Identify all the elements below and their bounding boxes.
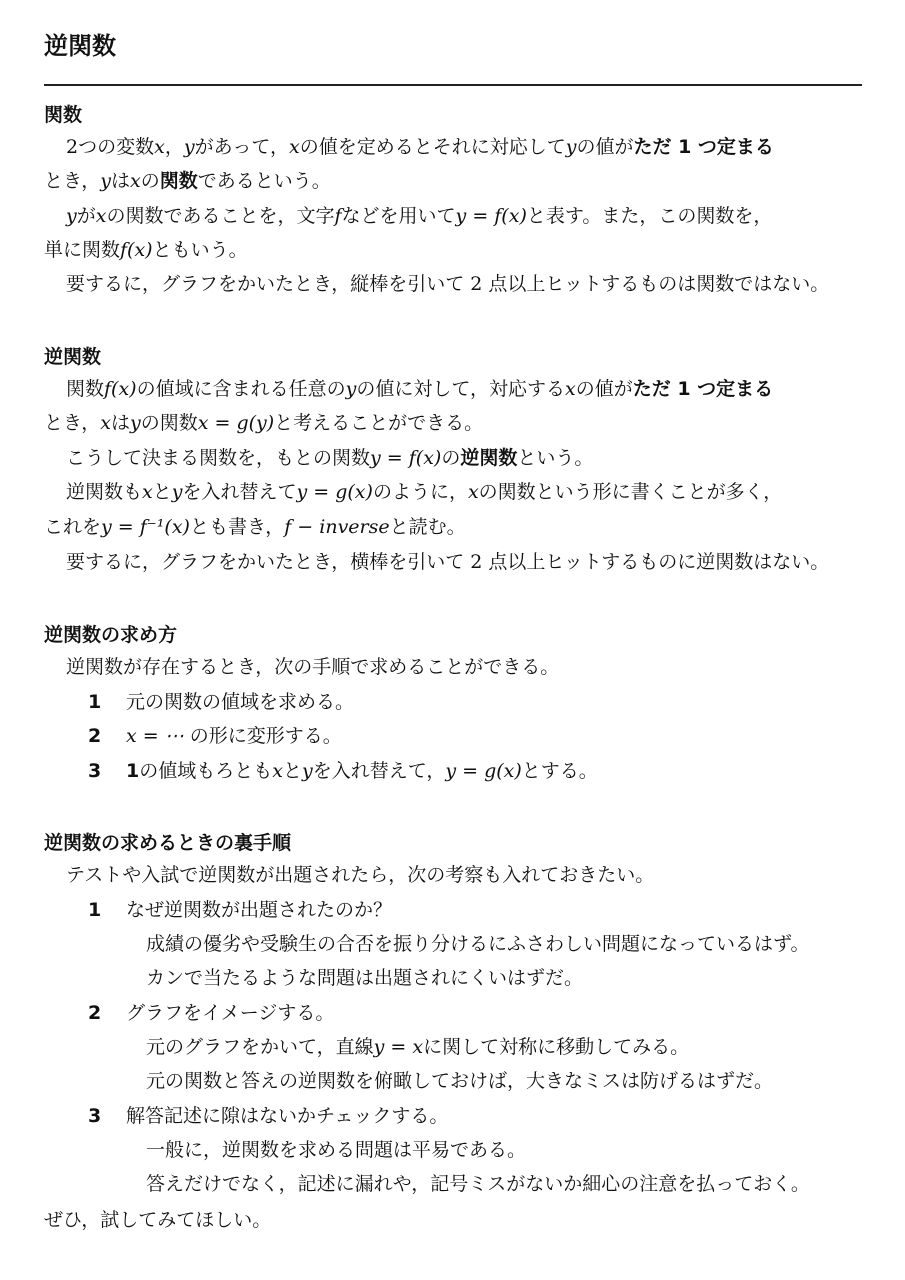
step-number: 2 (88, 725, 102, 747)
paragraph-line: とき，yはxの関数であるという。 (44, 170, 331, 192)
section-heading-inverse: 逆関数 (44, 346, 102, 368)
step-text: なぜ逆関数が出題されたのか？ (126, 899, 393, 921)
step-detail: 元の関数と答えの逆関数を俯瞰しておけば，大きなミスは防げるはずだ。 (146, 1070, 774, 1092)
step-detail: 成績の優劣や受験生の合否を振り分けるにふさわしい問題になっているはず。 (146, 933, 810, 955)
step-number: 3 (88, 1105, 102, 1127)
paragraph-line: 要するに，グラフをかいたとき，横棒を引いて 2 点以上ヒットするものに逆関数はない。 (66, 551, 830, 573)
section-heading-hidden-steps: 逆関数の求めるときの裏手順 (44, 832, 292, 854)
step-text: 解答記述に隙はないかチェックする。 (126, 1105, 449, 1127)
step-text: 元の関数の値域を求める。 (126, 691, 355, 713)
step-text: グラフをイメージする。 (126, 1002, 335, 1024)
paragraph-line: これをy = f⁻¹(x)とも書き，f − inverseと読む。 (44, 516, 466, 538)
step-number: 3 (88, 760, 102, 782)
paragraph-line: 関数f(x)の値域に含まれる任意のyの値に対して，対応するxの値がただ 1 つ定まる (66, 378, 774, 400)
paragraph-line: テストや入試で逆関数が出題されたら，次の考察も入れておきたい。 (66, 864, 655, 886)
step-number: 2 (88, 1002, 102, 1024)
paragraph-line: 逆関数が存在するとき，次の手順で求めることができる。 (66, 656, 560, 678)
step-detail: 一般に，逆関数を求める問題は平易である。 (146, 1139, 527, 1161)
page-title: 逆関数 (44, 32, 116, 60)
step-text: x = ⋯ の形に変形する。 (126, 725, 342, 747)
step-detail: 元のグラフをかいて，直線y = xに関して対称に移動してみる。 (146, 1036, 690, 1058)
title-divider (44, 84, 862, 86)
paragraph-line: 要するに，グラフをかいたとき，縦棒を引いて 2 点以上ヒットするものは関数ではない。 (66, 273, 830, 295)
step-detail: カンで当たるような問題は出題されにくいはずだ。 (146, 967, 584, 989)
step-number: 1 (88, 899, 102, 921)
paragraph-line: 単に関数f(x)ともいう。 (44, 239, 248, 261)
paragraph-line: 逆関数もxとyを入れ替えてy = g(x)のように，xの関数という形に書くことが多く， (66, 481, 783, 503)
paragraph-line: こうして決まる関数を，もとの関数y = f(x)の逆関数という。 (66, 447, 594, 469)
step-detail: 答えだけでなく，記述に漏れや，記号ミスがないか細心の注意を払っておく。 (146, 1173, 810, 1195)
paragraph-line: とき，xはyの関数x = g(y)と考えることができる。 (44, 412, 484, 434)
step-number: 1 (88, 691, 102, 713)
section-heading-how-to-find: 逆関数の求め方 (44, 624, 178, 646)
section-heading-function: 関数 (44, 104, 83, 126)
paragraph-line: yがxの関数であることを，文字fなどを用いてy = f(x)と表す。また，この関数を， (66, 205, 773, 227)
closing-line: ぜひ，試してみてほしい。 (44, 1209, 272, 1231)
step-text: 1の値域もろともxとyを入れ替えて，y = g(x)とする。 (126, 760, 598, 782)
paragraph-line: 2つの変数x，yがあって，xの値を定めるとそれに対応してyの値がただ 1 つ定まる (66, 136, 774, 158)
